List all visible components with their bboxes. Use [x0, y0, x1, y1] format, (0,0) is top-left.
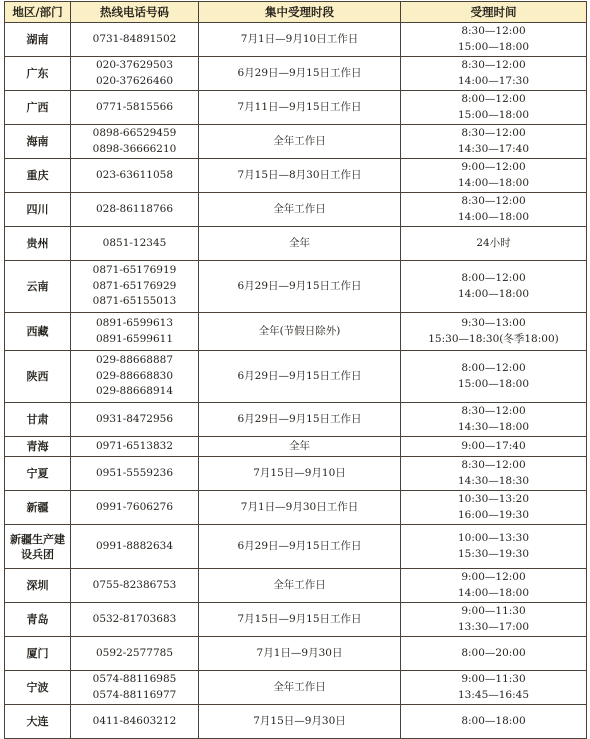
table-row	[5, 457, 587, 491]
region-cell: 宁波	[5, 671, 71, 705]
region-cell: 西藏	[5, 313, 71, 351]
hours-cell	[401, 569, 587, 603]
period-cell: 7月15日—8月30日工作日	[199, 159, 401, 193]
hours-range: 14:30—17:40	[457, 142, 530, 155]
table-row	[5, 159, 587, 193]
phone-cell	[71, 457, 199, 491]
period-cell: 7月1日—9月10日工作日	[199, 23, 401, 57]
phone-number: 020-37629503	[95, 59, 174, 71]
period-cell: 全年工作日	[199, 193, 401, 227]
hours-range: 10:30—13:20	[457, 493, 530, 505]
phone-number: 0898-66529459	[92, 127, 177, 139]
hours-range: 24小时	[476, 236, 511, 249]
period-cell: 7月15日—9月10日	[199, 457, 401, 491]
hours-range: 15:00—18:00	[457, 40, 530, 53]
table-row	[5, 261, 587, 313]
phone-cell	[71, 603, 199, 637]
phone-number: 0871-65176929	[92, 279, 177, 292]
table-row	[5, 569, 587, 603]
region-cell: 青岛	[5, 603, 71, 637]
region-cell: 重庆	[5, 159, 71, 193]
table-row	[5, 193, 587, 227]
hours-range: 10:00—13:30	[457, 532, 530, 544]
hotline-table	[4, 1, 587, 739]
phone-number: 0991-8882634	[95, 539, 174, 552]
hours-cell	[401, 603, 587, 637]
period-cell: 全年工作日	[199, 671, 401, 705]
hours-cell	[401, 23, 587, 57]
period-cell: 6月29日—9月15日工作日	[199, 403, 401, 437]
phone-number: 0891-6599611	[95, 332, 174, 345]
hours-range: 8:00—12:00	[461, 272, 526, 284]
phone-number: 029-88668914	[95, 385, 174, 398]
period-cell: 全年工作日	[199, 125, 401, 159]
phone-number: 0731-84891502	[92, 32, 177, 45]
table-row	[5, 491, 587, 525]
region-cell: 新疆生产建设兵团	[5, 525, 71, 569]
hours-cell	[401, 705, 587, 739]
phone-number: 020-37626460	[95, 74, 174, 87]
hours-range: 8:30—12:00	[461, 195, 526, 207]
period-cell: 全年(节假日除外)	[199, 313, 401, 351]
header-hours: 受理时间	[401, 2, 587, 23]
table-row	[5, 57, 587, 91]
phone-cell	[71, 351, 199, 403]
period-cell: 全年	[199, 227, 401, 261]
hours-cell	[401, 491, 587, 525]
phone-number: 0771-5815566	[95, 100, 174, 113]
region-cell: 云南	[5, 261, 71, 313]
region-cell: 海南	[5, 125, 71, 159]
hours-range: 14:00—18:00	[457, 586, 530, 599]
phone-number: 0411-84603212	[92, 714, 177, 727]
period-cell: 6月29日—9月15日工作日	[199, 351, 401, 403]
phone-number: 0755-82386753	[92, 578, 177, 591]
phone-cell	[71, 491, 199, 525]
table-row	[5, 403, 587, 437]
hours-cell	[401, 457, 587, 491]
phone-number: 0532-81703683	[92, 612, 177, 625]
period-cell: 6月29日—9月15日工作日	[199, 57, 401, 91]
phone-number: 0991-7606276	[95, 500, 174, 513]
hours-range: 15:30—19:30	[457, 547, 530, 560]
region-cell: 厦门	[5, 637, 71, 671]
phone-number: 0898-36666210	[92, 142, 177, 155]
hours-range: 15:00—18:00	[457, 377, 530, 390]
period-cell: 7月15日—9月30日	[199, 705, 401, 739]
table-row	[5, 603, 587, 637]
phone-number: 023-63611058	[95, 168, 174, 181]
table-row	[5, 525, 587, 569]
phone-number: 0871-65176919	[92, 264, 177, 277]
phone-cell	[71, 569, 199, 603]
header-region: 地区/部门	[5, 2, 71, 23]
hours-range: 8:00—20:00	[461, 646, 526, 659]
phone-cell	[71, 437, 199, 457]
phone-cell	[71, 57, 199, 91]
period-cell: 7月11日—9月15日工作日	[199, 91, 401, 125]
hours-range: 14:00—18:00	[457, 210, 530, 223]
table-row	[5, 91, 587, 125]
hours-cell	[401, 671, 587, 705]
period-cell: 6月29日—9月15日工作日	[199, 525, 401, 569]
period-cell: 全年工作日	[199, 569, 401, 603]
phone-cell	[71, 159, 199, 193]
hours-cell	[401, 227, 587, 261]
hours-range: 16:00—19:30	[457, 508, 530, 521]
table-row	[5, 671, 587, 705]
hours-cell	[401, 637, 587, 671]
phone-number: 0951-5559236	[95, 466, 174, 479]
hours-range: 8:00—12:00	[461, 362, 526, 374]
hours-range: 15:30—18:30(冬季18:00)	[428, 332, 559, 345]
hours-cell	[401, 125, 587, 159]
phone-number: 029-88668830	[95, 369, 174, 382]
hours-range: 8:00—12:00	[461, 93, 526, 105]
hours-cell	[401, 351, 587, 403]
hours-cell	[401, 313, 587, 351]
table-row	[5, 313, 587, 351]
phone-cell	[71, 403, 199, 437]
hours-range: 15:00—18:00	[457, 108, 530, 121]
hours-range: 14:00—17:30	[457, 74, 530, 87]
hours-range: 9:00—12:00	[461, 161, 526, 173]
table-row	[5, 125, 587, 159]
hours-cell	[401, 525, 587, 569]
header-period: 集中受理时段	[199, 2, 401, 23]
region-cell: 陕西	[5, 351, 71, 403]
phone-number: 0971-6513832	[95, 439, 174, 452]
hours-range: 9:30—13:00	[461, 317, 526, 329]
phone-number: 029-88668887	[95, 354, 174, 367]
hours-range: 14:00—18:00	[457, 287, 530, 300]
phone-cell	[71, 227, 199, 261]
phone-number: 0574-88116977	[92, 688, 177, 701]
region-cell: 深圳	[5, 569, 71, 603]
phone-cell	[71, 313, 199, 351]
hours-range: 14:00—18:00	[457, 176, 530, 189]
hours-cell	[401, 91, 587, 125]
table-row	[5, 351, 587, 403]
phone-cell	[71, 637, 199, 671]
phone-cell	[71, 525, 199, 569]
region-cell: 甘肃	[5, 403, 71, 437]
hours-range: 13:45—16:45	[457, 688, 530, 701]
hours-range: 8:30—12:00	[461, 127, 526, 139]
phone-number: 028-86118766	[95, 202, 174, 215]
hours-range: 9:00—11:30	[461, 673, 526, 685]
table-row	[5, 437, 587, 457]
hours-range: 14:30—18:30	[457, 474, 530, 487]
hours-range: 8:30—12:00	[461, 459, 526, 471]
hours-cell	[401, 261, 587, 313]
hours-cell	[401, 193, 587, 227]
period-cell: 全年	[199, 437, 401, 457]
region-cell: 四川	[5, 193, 71, 227]
hours-cell	[401, 403, 587, 437]
phone-cell	[71, 671, 199, 705]
header-phone: 热线电话号码	[71, 2, 199, 23]
phone-number: 0574-88116985	[92, 673, 177, 685]
region-cell: 宁夏	[5, 457, 71, 491]
phone-number: 0851-12345	[102, 236, 167, 249]
table-body	[5, 23, 587, 739]
phone-number: 0592-2577785	[95, 646, 174, 659]
phone-cell	[71, 91, 199, 125]
phone-cell	[71, 705, 199, 739]
region-cell: 大连	[5, 705, 71, 739]
period-cell: 6月29日—9月15日工作日	[199, 261, 401, 313]
hours-range: 8:30—12:00	[461, 59, 526, 71]
table-row	[5, 227, 587, 261]
region-cell: 湖南	[5, 23, 71, 57]
hours-range: 8:00—18:00	[461, 714, 526, 727]
period-cell: 7月1日—9月30日	[199, 637, 401, 671]
table-row	[5, 23, 587, 57]
hours-cell	[401, 57, 587, 91]
hours-cell	[401, 159, 587, 193]
table-header-row	[5, 2, 587, 23]
phone-cell	[71, 261, 199, 313]
phone-number: 0871-65155013	[92, 295, 177, 308]
phone-cell	[71, 193, 199, 227]
hours-range: 9:00—12:00	[461, 571, 526, 583]
region-cell: 贵州	[5, 227, 71, 261]
phone-cell	[71, 125, 199, 159]
phone-number: 0931-8472956	[95, 412, 174, 425]
period-cell: 7月15日—9月15日工作日	[199, 603, 401, 637]
table-row	[5, 705, 587, 739]
hours-range: 8:30—12:00	[461, 25, 526, 37]
hours-range: 14:30—18:00	[457, 420, 530, 433]
period-cell: 7月1日—9月30日工作日	[199, 491, 401, 525]
region-cell: 新疆	[5, 491, 71, 525]
hours-range: 9:00—11:30	[461, 605, 526, 617]
region-cell: 广西	[5, 91, 71, 125]
hours-range: 9:00—17:40	[461, 439, 526, 452]
hotline-table-container	[4, 1, 586, 739]
phone-number: 0891-6599613	[95, 317, 174, 329]
region-cell: 青海	[5, 437, 71, 457]
hours-range: 8:30—12:00	[461, 405, 526, 417]
table-row	[5, 637, 587, 671]
phone-cell	[71, 23, 199, 57]
region-cell: 广东	[5, 57, 71, 91]
hours-cell	[401, 437, 587, 457]
hours-range: 13:30—17:00	[457, 620, 530, 633]
